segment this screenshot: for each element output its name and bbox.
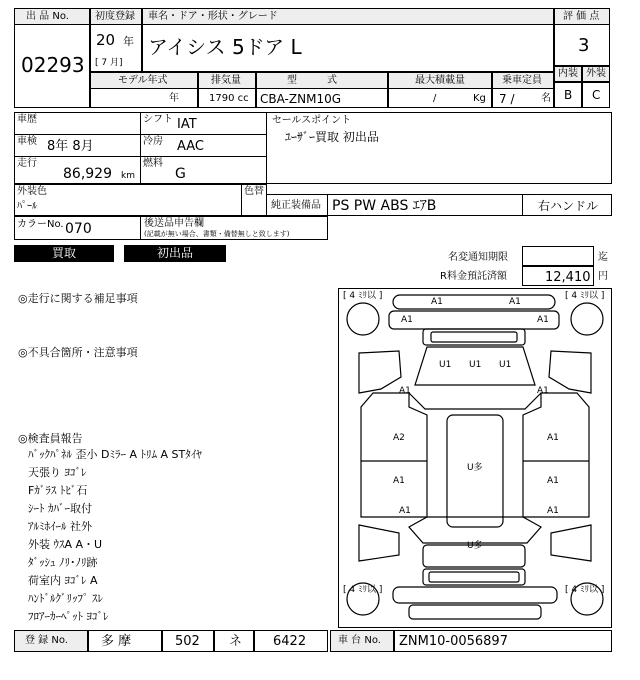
inspector-line: ﾊﾞｯｸﾊﾟﾈﾙ 歪小 Dﾐﾗｰ A ﾄﾘﾑ A STﾀｲﾔ — [28, 448, 202, 461]
exterior-value: C — [592, 88, 601, 102]
inspector-line: Fｶﾞﾗｽ ﾄﾋﾞ石 — [28, 484, 88, 497]
ac-label: 冷房 — [143, 136, 163, 147]
ext-color-label: 外装色 — [17, 186, 47, 197]
displacement-label: 排気量 — [211, 75, 241, 86]
first-reg-year-unit: 年 — [123, 35, 134, 48]
inspector-line: 天張り ﾖｺﾞﾚ — [28, 466, 87, 479]
model-year-cell — [90, 88, 198, 108]
model-cell — [256, 88, 388, 108]
reg-area: 多 摩 — [101, 634, 132, 649]
mark-rear-r: A1 — [547, 506, 559, 516]
max-load-cell — [388, 88, 492, 108]
reg-number-cell — [254, 630, 328, 652]
post-docs-cell — [140, 216, 328, 240]
recycle-value: 12,410 — [545, 270, 591, 285]
inspector-line: ﾌﾛｱｰｶｰﾍﾟｯﾄ ﾖｺﾞﾚ — [28, 610, 109, 623]
equipment-cell — [327, 194, 523, 216]
chassis-label: 車 台 No. — [338, 635, 381, 646]
first-reg-month: [ 7 月] — [95, 58, 123, 68]
name-change-box — [522, 246, 594, 266]
chassis-value: ZNM10-0056897 — [399, 634, 508, 649]
mark-glass-1: U1 — [439, 360, 452, 370]
sales-point-label: セールスポイント — [272, 115, 352, 126]
repaint-cell — [241, 184, 267, 216]
exterior-label: 外装 — [586, 68, 606, 79]
history-label: 車歴 — [17, 114, 37, 125]
ac-value: AAC — [177, 139, 204, 154]
mark-door-fr: A1 — [547, 433, 559, 443]
first-reg-cell — [90, 24, 142, 72]
inspection-label: 車検 — [17, 136, 37, 147]
inspector-line: ﾀﾞｯｼｭ ﾉﾘ･ﾉﾘ跡 — [28, 556, 98, 569]
damage-diagram — [338, 288, 612, 628]
car-name: アイシス 5ドア L — [148, 35, 302, 59]
ext-color-value: ﾊﾟｰﾙ — [17, 201, 37, 212]
mark-fender-r: A1 — [537, 386, 549, 396]
first-reg-label: 初度登録 — [95, 11, 135, 22]
reg-class: 502 — [175, 634, 200, 649]
tire-tag-fl: [ 4 ﾐﾘ以 ] — [343, 291, 383, 301]
mileage-value: 86,929 — [63, 166, 112, 182]
mark-back: U多 — [467, 541, 483, 551]
fuel-value: G — [175, 166, 186, 182]
grade-label: 評 価 点 — [563, 11, 600, 22]
lot-label: 出 品 No. — [26, 11, 69, 22]
reg-kana-cell — [214, 630, 254, 652]
handle-cell — [522, 194, 612, 216]
mark-front-bumper-l: A1 — [431, 297, 443, 307]
interior-value: B — [564, 88, 573, 102]
model-label-cell — [256, 72, 388, 89]
inspector-remarks-label: ◎検査員報告 — [18, 432, 83, 445]
mileage-label: 走行 — [17, 158, 37, 169]
color-no-cell — [14, 216, 141, 240]
inspector-line: 外装 ｳｽA A・U — [28, 538, 103, 551]
inspector-line: ｼｰﾄ ｶﾊﾞｰ取付 — [28, 502, 92, 515]
ext-color-cell — [14, 184, 242, 216]
max-load-value: / — [433, 93, 437, 104]
recycle-label: R料金預託済額 — [440, 271, 507, 282]
mark-front-bumper-r: A1 — [509, 297, 521, 307]
capacity-label-cell — [492, 72, 554, 89]
mark-glass-3: U1 — [499, 360, 512, 370]
max-load-label: 最大積載量 — [415, 75, 465, 86]
model-label: 型 式 — [287, 75, 337, 86]
mark-door-rl: A1 — [393, 476, 405, 486]
mark-front-panel-r: A1 — [537, 315, 549, 325]
chassis-label-cell — [330, 630, 394, 652]
grade-value: 3 — [578, 35, 590, 56]
history-cell — [14, 112, 141, 135]
exterior-label-cell — [582, 66, 610, 82]
car-name-label-cell — [142, 8, 554, 25]
color-no-label: カラーNo. — [17, 219, 64, 230]
recycle-box — [522, 266, 594, 286]
interior-label: 内装 — [558, 68, 578, 79]
tire-tag-rr: [ 4 ﾐﾘ以 ] — [565, 585, 605, 595]
name-change-label: 名変通知期限 — [448, 252, 508, 263]
mark-front-panel-l: A1 — [401, 315, 413, 325]
displacement-cell — [198, 88, 256, 108]
mark-glass-2: U1 — [469, 360, 482, 370]
mileage-unit: km — [121, 171, 135, 181]
displacement-label-cell — [198, 72, 256, 89]
lot-number-cell — [14, 24, 90, 108]
equipment-label-cell — [266, 194, 328, 216]
grade-label-cell — [554, 8, 610, 25]
model-value: CBA-ZNM10G — [260, 92, 342, 106]
tire-tag-rl: [ 4 ﾐﾘ以 ] — [343, 585, 383, 595]
mark-rear-l: A1 — [399, 506, 411, 516]
reg-area-cell — [88, 630, 162, 652]
capacity-unit: 名 — [541, 93, 551, 104]
tire-tag-fr: [ 4 ﾐﾘ以 ] — [565, 291, 605, 301]
mark-door-rr: A1 — [547, 476, 559, 486]
lot-label-cell — [14, 8, 90, 25]
reg-kana: ネ — [229, 634, 243, 649]
shift-cell — [140, 112, 267, 135]
reg-number: 6422 — [273, 634, 307, 649]
fuel-label: 燃料 — [143, 158, 163, 169]
model-year-label: モデル年式 — [118, 75, 168, 86]
mileage-cell — [14, 156, 141, 184]
handle-value: 右ハンドル — [538, 199, 599, 213]
repaint-label: 色替 — [244, 186, 264, 197]
mark-fender-l: A1 — [399, 386, 411, 396]
interior-label-cell — [554, 66, 582, 82]
model-year-label-cell — [90, 72, 198, 89]
ac-cell — [140, 134, 267, 157]
badge-buyback: 買取 — [14, 245, 114, 262]
car-name-label: 車名・ドア・形状・グレード — [148, 11, 278, 22]
lot-number: 02293 — [21, 53, 85, 77]
model-year-unit: 年 — [169, 93, 179, 104]
capacity-cell — [492, 88, 554, 108]
displacement-value: 1790 cc — [209, 93, 249, 104]
inspector-lines — [28, 446, 328, 626]
equipment-label: 純正装備品 — [271, 200, 321, 211]
equipment-value: PS PW ABS ｴｱB — [332, 198, 437, 214]
car-name-cell — [142, 24, 554, 72]
inspector-line: 荷室内 ﾖｺﾞﾚ A — [28, 574, 98, 587]
mark-roof: U多 — [467, 463, 483, 473]
badge-first-listing: 初出品 — [124, 245, 226, 262]
inspector-line: ｱﾙﾐﾎｲｰﾙ 社外 — [28, 520, 92, 533]
reg-label-cell — [14, 630, 88, 652]
inspection-value: 8年 8月 — [47, 139, 94, 154]
shift-label: シフト — [143, 114, 173, 125]
capacity-value: 7 / — [499, 92, 515, 106]
max-load-unit: Kg — [473, 93, 486, 104]
sales-point-value: ﾕｰｻﾞｰ買取 初出品 — [285, 130, 379, 144]
recycle-unit: 円 — [598, 271, 608, 282]
interior-cell — [554, 82, 582, 108]
post-docs-note: (記載が無い場合、書類・備替無しと致します) — [144, 230, 290, 238]
car-outline — [339, 289, 611, 627]
first-reg-label-cell — [90, 8, 142, 25]
max-load-label-cell — [388, 72, 492, 89]
mark-door-fl: A2 — [393, 433, 405, 443]
inspector-line: ﾊﾝﾄﾞﾙｸﾞﾘｯﾌﾟ ｽﾚ — [28, 592, 103, 605]
driving-remarks-label: ◎走行に関する補足事項 — [18, 292, 138, 305]
inspection-cell — [14, 134, 141, 157]
reg-class-cell — [162, 630, 214, 652]
grade-cell — [554, 24, 610, 66]
fuel-cell — [140, 156, 267, 184]
post-docs-label: 後送品申告欄 — [144, 218, 204, 229]
name-change-unit: 迄 — [598, 252, 608, 263]
defects-remarks-label: ◎不具合箇所・注意事項 — [18, 346, 138, 359]
color-no-value: 070 — [65, 221, 92, 237]
reg-label: 登 録 No. — [25, 635, 68, 646]
shift-value: IAT — [177, 117, 197, 132]
first-reg-year: 20 — [96, 31, 116, 49]
capacity-label: 乗車定員 — [502, 75, 542, 86]
exterior-cell — [582, 82, 610, 108]
chassis-cell — [394, 630, 612, 652]
sales-point-cell — [266, 112, 612, 184]
